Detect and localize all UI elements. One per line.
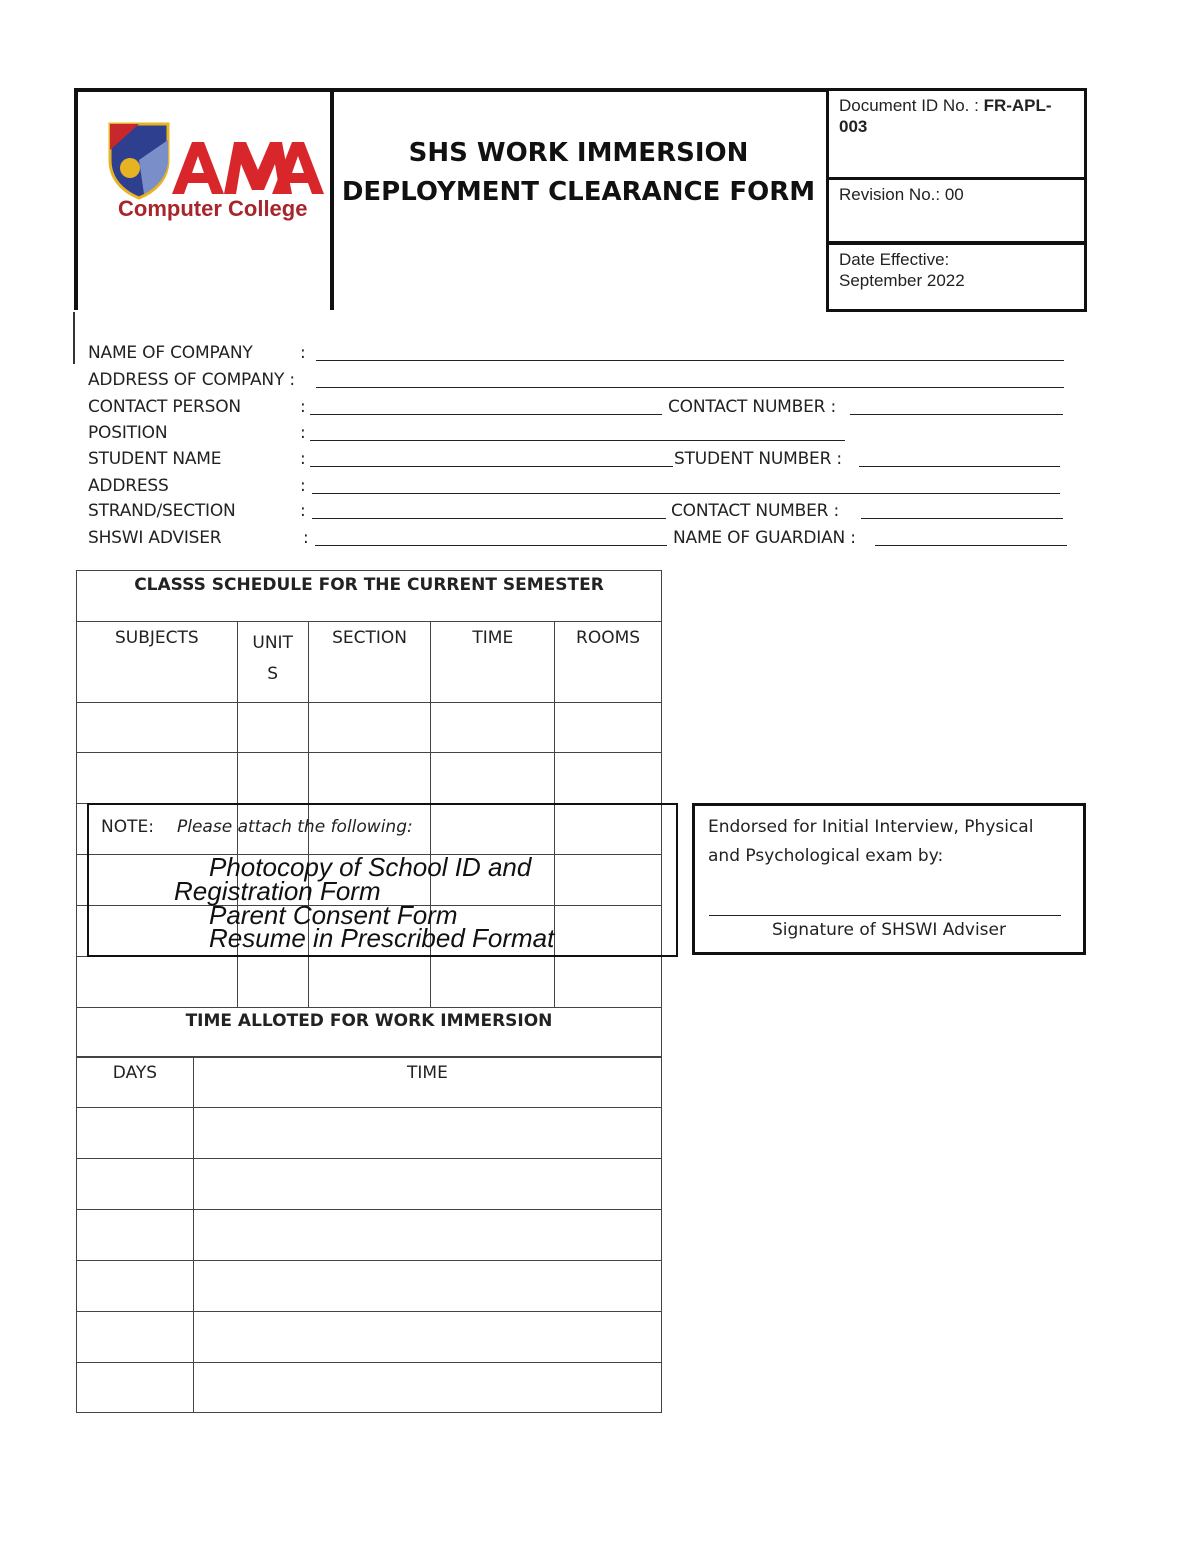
note-box <box>87 803 678 957</box>
col-section: SECTION <box>308 622 431 703</box>
table-row <box>77 703 662 753</box>
date-effective-value: September 2022 <box>839 271 965 290</box>
note-item-registration: Registration Form <box>174 876 381 906</box>
col-subjects: SUBJECTS <box>77 622 238 703</box>
field-contact-number-1-line[interactable] <box>850 399 1063 415</box>
note-item-resume: Resume in Prescribed Format <box>209 923 555 953</box>
field-company-name-row <box>88 343 253 363</box>
endorse-line2: and Psychological exam by: <box>708 846 944 866</box>
field-position-label: POSITION <box>88 423 168 443</box>
field-student-name-label: STUDENT NAME <box>88 449 222 469</box>
allotment-title: TIME ALLOTED FOR WORK IMMERSION <box>77 1008 662 1058</box>
table-row <box>77 1363 662 1413</box>
field-contact-person-label: CONTACT PERSON <box>88 397 241 417</box>
field-strand-section-colon: : <box>300 501 306 521</box>
endorsement-box <box>692 803 1086 955</box>
col-allot-time: TIME <box>193 1057 661 1108</box>
field-guardian-label: NAME OF GUARDIAN : <box>673 528 856 548</box>
field-adviser-label: SHSWI ADVISER <box>88 528 222 548</box>
field-strand-section-label: STRAND/SECTION <box>88 501 236 521</box>
field-company-name-line[interactable] <box>316 345 1064 361</box>
field-contact-number-1-label: CONTACT NUMBER : <box>668 397 836 417</box>
col-units-b: S <box>267 664 279 684</box>
field-contact-number-2-line[interactable] <box>861 503 1063 519</box>
field-contact-person-line[interactable] <box>310 399 662 415</box>
doc-id-value-a: FR-APL- <box>983 96 1052 115</box>
table-row <box>77 1159 662 1210</box>
note-label: NOTE: <box>101 817 154 837</box>
field-strand-section-line[interactable] <box>312 503 666 519</box>
col-time: TIME <box>431 622 555 703</box>
form-title-line1: SHS WORK IMMERSION <box>408 138 749 168</box>
field-address-line[interactable] <box>312 478 1060 494</box>
field-student-number-label: STUDENT NUMBER : <box>674 449 842 469</box>
logo-subtitle: Computer College <box>118 196 308 221</box>
title-box <box>330 88 827 310</box>
field-position-colon: : <box>300 423 306 443</box>
field-address-label: ADDRESS <box>88 476 169 496</box>
note-item-id: Photocopy of School ID and <box>209 852 532 882</box>
note-item-consent: Parent Consent Form <box>209 900 458 930</box>
col-days: DAYS <box>77 1057 194 1108</box>
col-units <box>237 622 308 703</box>
table-row <box>77 1312 662 1363</box>
table-row <box>77 1261 662 1312</box>
field-contact-person-colon: : <box>300 397 306 417</box>
field-student-name-colon: : <box>300 449 306 469</box>
date-effective-box <box>826 242 1087 312</box>
field-student-number-line[interactable] <box>859 451 1060 467</box>
form-title <box>330 134 827 212</box>
margin-mark <box>73 312 75 364</box>
doc-id-label: Document ID No. : <box>839 96 979 115</box>
document-id-box <box>826 88 1087 180</box>
endorse-line1: Endorsed for Initial Interview, Physical <box>708 817 1034 837</box>
col-units-a: UNIT <box>252 633 293 653</box>
field-contact-number-2-label: CONTACT NUMBER : <box>671 501 839 521</box>
date-effective-label: Date Effective: <box>839 250 950 269</box>
field-guardian-line[interactable] <box>875 530 1067 546</box>
adviser-signature-line[interactable] <box>709 900 1061 916</box>
form-title-line2: DEPLOYMENT CLEARANCE FORM <box>341 177 816 207</box>
field-address-colon: : <box>300 476 306 496</box>
table-row <box>77 1108 662 1159</box>
field-company-address-line[interactable] <box>316 372 1064 388</box>
field-company-address-label: ADDRESS OF COMPANY : <box>88 370 295 390</box>
table-row <box>77 957 662 1008</box>
adviser-signature-label: Signature of SHSWI Adviser <box>771 920 1006 940</box>
table-row <box>77 1210 662 1261</box>
table-row <box>77 753 662 804</box>
time-allotment-table <box>76 1056 662 1413</box>
field-adviser-colon: : <box>303 528 309 548</box>
field-position-line[interactable] <box>310 425 845 441</box>
field-company-name-label: NAME OF COMPANY <box>88 343 253 363</box>
note-instruction: Please attach the following: <box>177 817 413 837</box>
logo-box <box>74 88 334 310</box>
doc-id-value-b: 003 <box>839 117 868 136</box>
field-student-name-line[interactable] <box>310 451 673 467</box>
col-rooms: ROOMS <box>555 622 662 703</box>
class-schedule-title: CLASSS SCHEDULE FOR THE CURRENT SEMESTER <box>77 571 662 622</box>
field-adviser-line[interactable] <box>315 530 667 546</box>
revision-label: Revision No.: 00 <box>839 185 964 204</box>
revision-box <box>826 177 1087 244</box>
field-company-name-colon: : <box>300 343 306 363</box>
